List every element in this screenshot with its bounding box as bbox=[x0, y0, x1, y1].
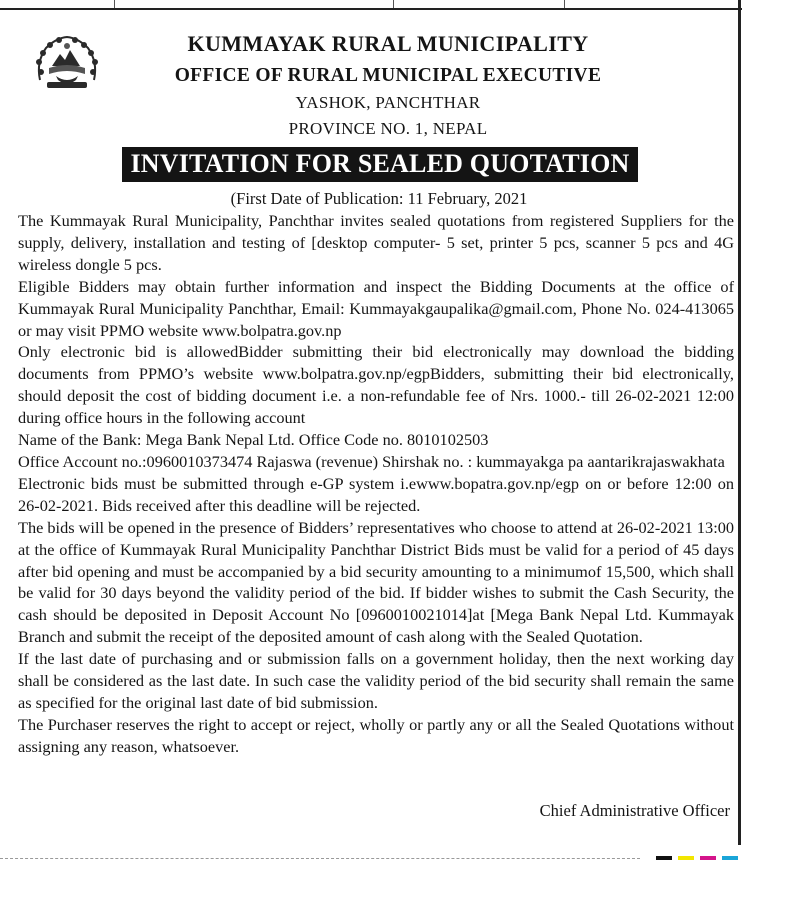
paragraph-opening: The bids will be opened in the presence of Bidders’ representatives who choose to attend at 26-02-2021 13:00 at the office of Kummayak Rural Municipality Panchthar District Bids must be valid for a period of 45 days after bid opening and must be accompanied by a bid security amounting to a minimumof 15,500, which shall be valid for 30 days beyond the validity period of the bid. If bidder wishes to submit the Cash Security, the cash should be deposited in Deposit Account No [0960010021014]at [Mega Bank Nepal Ltd. Kummayak Branch and submit the receipt of the deposited amount of cash along with the Sealed Quotation. bbox=[18, 517, 734, 647]
bottom-rule bbox=[0, 858, 640, 859]
paragraph-electronic-bid: Only electronic bid is allowedBidder submitting their bid electronically may download the bidding documents from PPMO’s website www.bolpatra.gov.np/egpBidders, submitting their bid electronically, should deposit the cost of bidding document i.e. a non-refundable fee of Nrs. 1000.- till 26-02-2021 12:00 during office hours in the following account bbox=[18, 342, 734, 428]
office-name: OFFICE OF RURAL MUNICIPAL EXECUTIVE bbox=[174, 65, 602, 86]
registration-mark-black bbox=[656, 856, 672, 860]
paragraph-bank-name: Name of the Bank: Mega Bank Nepal Ltd. Office Code no. 8010102503 bbox=[18, 430, 489, 450]
signature: Chief Administrative Officer bbox=[539, 801, 730, 820]
top-border-rule bbox=[0, 0, 742, 12]
notice-body bbox=[18, 210, 734, 758]
paragraph-submission: Electronic bids must be submitted through e-GP system i.ewww.bopatra.gov.np/egp on or before 12:00 on 26-02-2021. Bids received after this deadline will be rejected. bbox=[18, 473, 734, 515]
municipality-name: KUMMAYAK RURAL MUNICIPALITY bbox=[187, 31, 589, 56]
paragraph-invitation: The Kummayak Rural Municipality, Panchthar invites sealed quotations from registered Suppliers for the supply, delivery, installation and testing of [desktop computer- 5 set, printer 5 pcs, scanner 5 pcs and 4G wireless dongle 5 pcs. bbox=[18, 211, 734, 274]
office-location: YASHOK, PANCHTHAR bbox=[295, 93, 481, 112]
paragraph-information: Eligible Bidders may obtain further information and inspect the Bidding Documents at the office of Kummayak Rural Municipality Panchthar, Email: Kummayakgaupalika@gmail.com, Phone No. 024-413065 or may visit PPMO website www.bolpatra.gov.np bbox=[18, 276, 734, 340]
registration-mark-cyan bbox=[722, 856, 738, 860]
registration-mark-magenta bbox=[700, 856, 716, 860]
right-border-rule bbox=[738, 0, 741, 845]
province-name: PROVINCE NO. 1, NEPAL bbox=[288, 119, 488, 138]
registration-mark-yellow bbox=[678, 856, 694, 860]
title-banner bbox=[18, 147, 734, 182]
paragraph-holiday: If the last date of purchasing and or submission falls on a government holiday, then the next working day shall be considered as the last date. In such case the validity period of the bid security shall remain the same as specified for the original last date of bid submission. bbox=[18, 649, 734, 712]
paragraph-rights: The Purchaser reserves the right to accept or reject, wholly or partly any or all the Sealed Quotations without assigning any reason, whatsoever. bbox=[18, 714, 734, 756]
notice-title: INVITATION FOR SEALED QUOTATION bbox=[122, 147, 637, 182]
paragraph-account: Office Account no.:0960010373474 Rajaswa (revenue) Shirshak no. : kummayakga pa aantarikrajaswakhata bbox=[18, 451, 725, 471]
publication-date: (First Date of Publication: 11 February, 2021 bbox=[230, 189, 528, 208]
